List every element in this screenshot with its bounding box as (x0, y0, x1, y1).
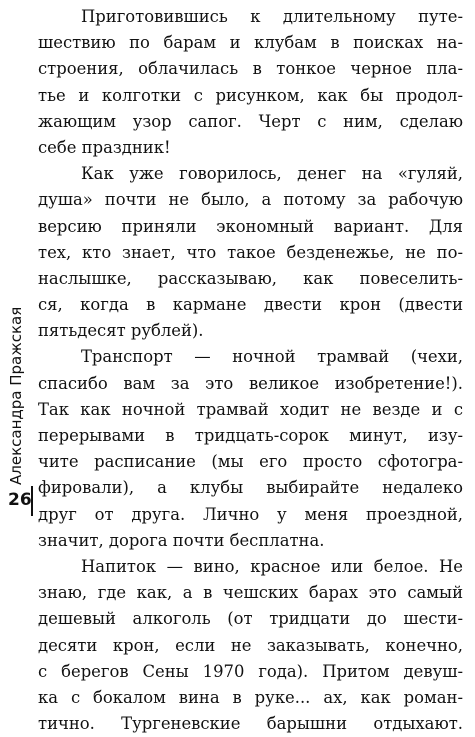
text-line: с берегов Сены 1970 года). Притом девуш- (38, 661, 463, 681)
text-line: тех, кто знает, что такое безденежье, не по- (38, 242, 463, 262)
text-line: наслышке, рассказываю, как повеселить- (38, 268, 463, 288)
text-line: ка с бокалом вина в руке... ах, как роман- (38, 687, 463, 707)
text-line: значит, дорога почти бесплатна. (38, 530, 325, 550)
text-line: Приготовившись к длительному путе- (81, 7, 463, 26)
text-line: строения, облачилась в тонкое черное пла- (38, 59, 463, 79)
text-line: себе праздник! (38, 137, 171, 157)
text-line: фировали), а клубы выбирайте недалеко (38, 478, 463, 498)
paragraph-1 (38, 4, 463, 161)
text-line: Так как ночной трамвай ходит не везде и с (38, 399, 463, 419)
text-line: жающим узор сапог. Черт с ним, сделаю (38, 111, 463, 131)
text-line: тично. Тургеневские барышни отдыхают. (38, 714, 463, 734)
text-line: перерывами в тридцать-сорок минут, изу- (38, 426, 463, 445)
text-line: десяти крон, если не заказывать, конечно, (38, 635, 463, 655)
paragraph-3 (38, 344, 463, 554)
text-line: версию приняли экономный вариант. Для (38, 216, 463, 236)
text-line: дешевый алкоголь (от тридцати до шести- (38, 609, 463, 629)
paragraph-4 (38, 554, 463, 737)
text-line: чите расписание (мы его просто сфотогра- (38, 452, 463, 472)
text-line: Напиток — вино, красное или белое. Не (81, 556, 463, 576)
body-text (38, 4, 463, 737)
text-line: пятьдесят рублей). (38, 321, 204, 341)
running-author-name: Александра Пражская (7, 306, 25, 485)
text-line: знаю, где как, а в чешских барах это самый (38, 583, 463, 603)
page-number: 26 (8, 490, 32, 510)
paragraph-2 (38, 161, 463, 344)
text-line: душа» почти не было, а потому за рабочую (38, 190, 463, 210)
text-line: шествию по барам и клубам в поисках на- (38, 33, 463, 53)
text-line: спасибо вам за это великое изобретение!). (38, 373, 463, 393)
text-line: Транспорт — ночной трамвай (чехи, (81, 347, 463, 367)
text-line: Как уже говорилось, денег на «гуляй, (81, 164, 463, 184)
text-line: ся, когда в кармане двести крон (двести (38, 295, 463, 315)
text-line: тье и колготки с рисунком, как бы продол- (38, 85, 463, 105)
text-line: друг от друга. Лично у меня проездной, (38, 504, 463, 524)
